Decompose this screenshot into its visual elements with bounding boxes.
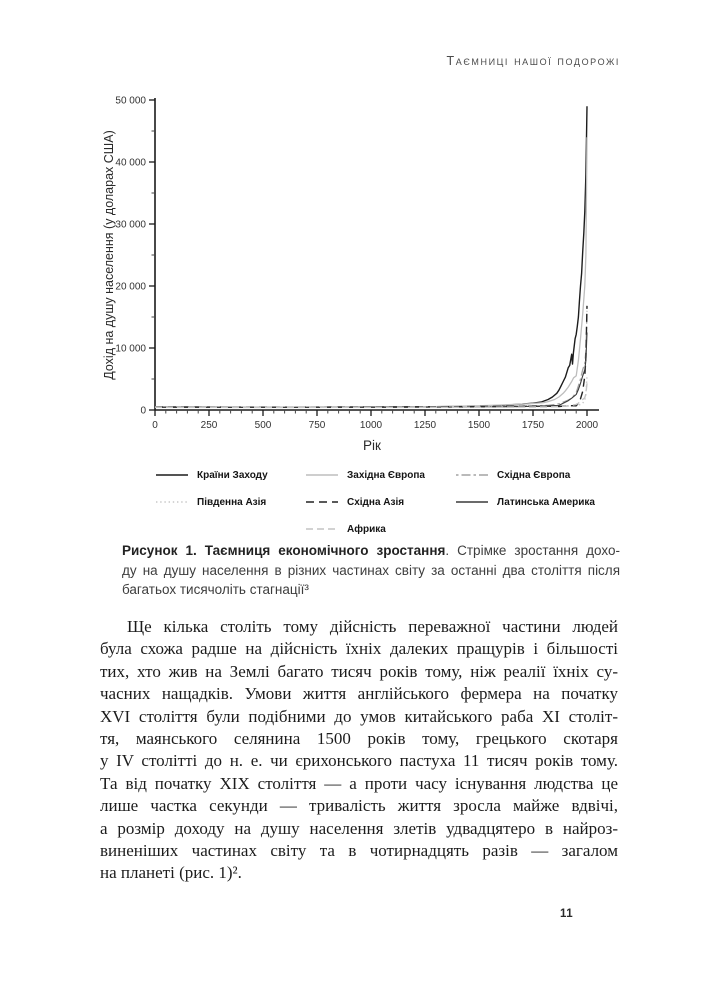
page-number: 11 <box>560 908 574 920</box>
y-tick-label: 0 <box>140 405 146 417</box>
body-line: у IV столітті до н. е. чи єрихонського пастуха 11 тисяч років тому. <box>100 751 618 771</box>
series-line <box>155 137 587 407</box>
caption-title: Рисунок 1. Таємниця економічного зростання <box>122 543 446 558</box>
chart-svg <box>100 95 620 465</box>
x-tick-label: 250 <box>200 420 218 431</box>
series-line <box>155 311 587 408</box>
figure1-chart <box>100 95 620 465</box>
y-tick-label: 50 000 <box>115 95 146 107</box>
figure-caption <box>122 541 620 600</box>
caption-text: . Стрімке зростання дохо- <box>445 543 620 558</box>
legend-label: Східна Європа <box>497 469 571 481</box>
legend-label: Африка <box>347 523 386 535</box>
legend-swatch <box>305 471 339 479</box>
series-line <box>155 306 587 407</box>
y-tick-label: 30 000 <box>115 219 146 231</box>
x-tick-label: 500 <box>254 420 272 431</box>
y-tick-label: 20 000 <box>115 281 146 293</box>
x-tick-label: 1250 <box>413 420 437 431</box>
x-tick-label: 0 <box>152 420 158 431</box>
legend-item <box>305 464 455 486</box>
legend-item <box>305 491 455 513</box>
chart-axes <box>115 96 599 432</box>
series-line <box>155 106 587 407</box>
body-line: Ще кілька століть тому дійсність переважної частини людей <box>127 617 618 636</box>
caption-line: ду на душу населення в різних частинах світу за останні два століття після <box>122 562 620 578</box>
x-tick-label: 1750 <box>521 420 545 431</box>
body-line: Та від початку XIX століття — а проти часу існування людства це <box>100 773 618 793</box>
body-line: XVI століття були подібними до умов китайського раба XI століт- <box>100 706 618 726</box>
series-line <box>155 333 587 408</box>
legend-swatch <box>305 498 339 506</box>
legend-item <box>455 491 615 513</box>
body-line: а розмір доходу на душу населення злетів удвадцятеро в найроз- <box>100 818 618 838</box>
legend-label: Південна Азія <box>197 496 267 508</box>
body-line: лише частка секунди — тривалість життя зросла майже вдвічі, <box>100 796 618 816</box>
body-line: виненіших частинах світу та в чотирнадцять разів — загалом <box>100 841 618 861</box>
chart-legend <box>100 464 620 540</box>
body-line: була схожа радше на дійсність їхніх далеких пращурів і більшості <box>100 639 618 659</box>
legend-swatch <box>305 525 339 533</box>
legend-item <box>305 518 455 540</box>
legend-swatch <box>455 498 489 506</box>
caption-line: багатьох тисячоліть стагнації³ <box>122 582 309 597</box>
x-tick-label: 1500 <box>467 420 491 431</box>
legend-swatch <box>155 471 189 479</box>
legend-label: Країни Заходу <box>197 469 268 481</box>
legend-swatch <box>455 471 489 479</box>
legend-label: Східна Азія <box>347 496 405 508</box>
legend-item <box>455 464 615 486</box>
x-tick-label: 750 <box>308 420 326 431</box>
series-line <box>155 376 587 407</box>
chart-series <box>155 106 587 407</box>
y-tick-label: 40 000 <box>115 157 146 169</box>
x-tick-label: 2000 <box>575 420 599 431</box>
legend-label: Латинська Америка <box>497 496 595 508</box>
body-line: на планеті (рис. 1)². <box>100 863 242 883</box>
body-text <box>100 616 618 885</box>
body-line: тих, хто жив на Землі багато тисяч років тому, ніж реалії їхніх су- <box>100 661 618 681</box>
body-line: тя, маянського селянина 1500 років тому, грецького скотаря <box>100 729 618 749</box>
body-line: часних нащадків. Умови життя англійського фермера на початку <box>100 684 618 704</box>
x-axis-title: Рік <box>363 438 381 453</box>
running-header: Таємниці нашої подорожі <box>446 54 620 68</box>
caption-line <box>122 541 620 561</box>
legend-label: Західна Європа <box>347 469 425 481</box>
legend-swatch <box>155 498 189 506</box>
legend-item <box>155 464 305 486</box>
y-tick-label: 10 000 <box>115 343 146 355</box>
y-axis-title: Дохід на душу населення (у доларах США) <box>102 130 116 380</box>
legend-item <box>155 491 305 513</box>
x-tick-label: 1000 <box>359 420 383 431</box>
